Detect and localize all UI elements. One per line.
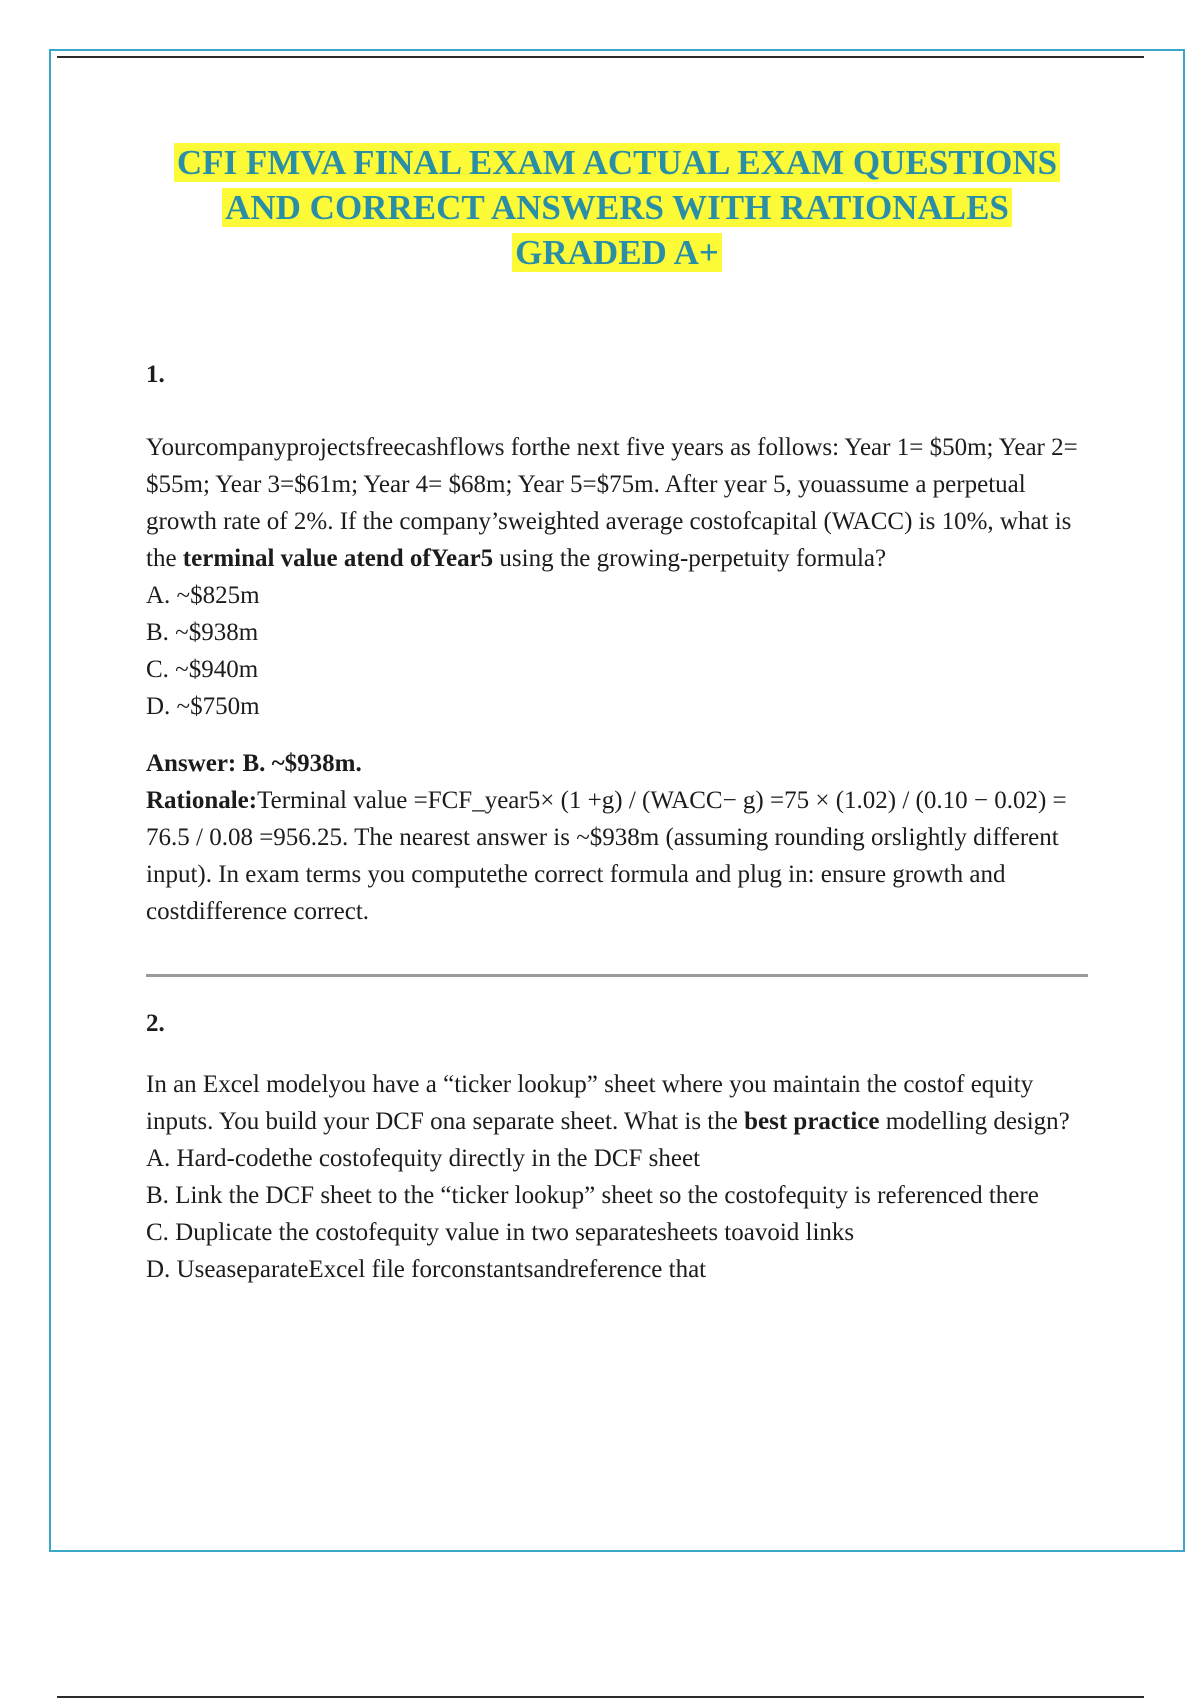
question-2-option-d: D. UseaseparateExcel file forconstantsandreference that (146, 1256, 707, 1283)
question-1-answer: Answer: B. ~$938m. (146, 750, 362, 777)
question-1-number: 1. (146, 361, 165, 388)
rationale-text: Terminal value =FCF_year5× (1 +g) / (WACC− g) =75 × (1.02) / (0.10 − 0.02) = 76.5 / 0.08 =956.25. The nearest answer is ~$938m (assuming rounding orslightly different input). In exam terms you computethe correct formula and plug in: ensure growth and costdifference correct. (146, 787, 1067, 925)
question-1-option-d: D. ~$750m (146, 693, 260, 720)
document-body (146, 356, 1101, 1288)
question-divider (146, 974, 1088, 977)
bottom-rule (57, 1696, 1144, 1698)
question-2-text-b: modelling design? (879, 1108, 1070, 1135)
question-2-option-a: A. Hard-codethe costofequity directly in the DCF sheet (146, 1145, 701, 1172)
rationale-label: Rationale: (146, 787, 258, 814)
question-2-text-a: In an Excel modelyou have a “ticker lookup” sheet where you maintain the costof equity inputs. You build your DCF ona separate sheet. What is the (146, 1071, 1034, 1135)
question-2-text-bold: best practice (744, 1108, 880, 1135)
question-1-option-b: B. ~$938m (146, 619, 259, 646)
question-1-option-c: C. ~$940m (146, 656, 259, 683)
question-2-text (146, 1066, 1101, 1140)
question-1-text (146, 429, 1101, 577)
title-line-1: CFI FMVA FINAL EXAM ACTUAL EXAM QUESTIONS (174, 143, 1060, 182)
question-1-text-a: Yourcompanyprojectsfreecashflows forthe next five years as follows: Year 1= $50m; Year 2= $55m; Year 3=$61m; Year 4= $68m; Year 5=$75m. After year 5, youassume a perpetual growth rate of 2%. If the company’sweighted average costofcapital (WACC) is 10%, what is the (146, 434, 1078, 572)
question-2-number: 2. (146, 1010, 165, 1037)
title-line-2: AND CORRECT ANSWERS WITH RATIONALES (222, 188, 1012, 227)
question-1-option-a: A. ~$825m (146, 582, 260, 609)
question-2-option-c: C. Duplicate the costofequity value in two separatesheets toavoid links (146, 1219, 855, 1246)
question-1-rationale (146, 782, 1101, 930)
question-2-option-b: B. Link the DCF sheet to the “ticker lookup” sheet so the costofequity is referenced there (146, 1182, 1039, 1209)
question-1-text-bold: terminal value atend ofYear5 (182, 545, 494, 572)
title-line-3: GRADED A+ (512, 233, 722, 272)
question-1-text-b: using the growing-perpetuity formula? (493, 545, 887, 572)
document-title (49, 140, 1185, 275)
